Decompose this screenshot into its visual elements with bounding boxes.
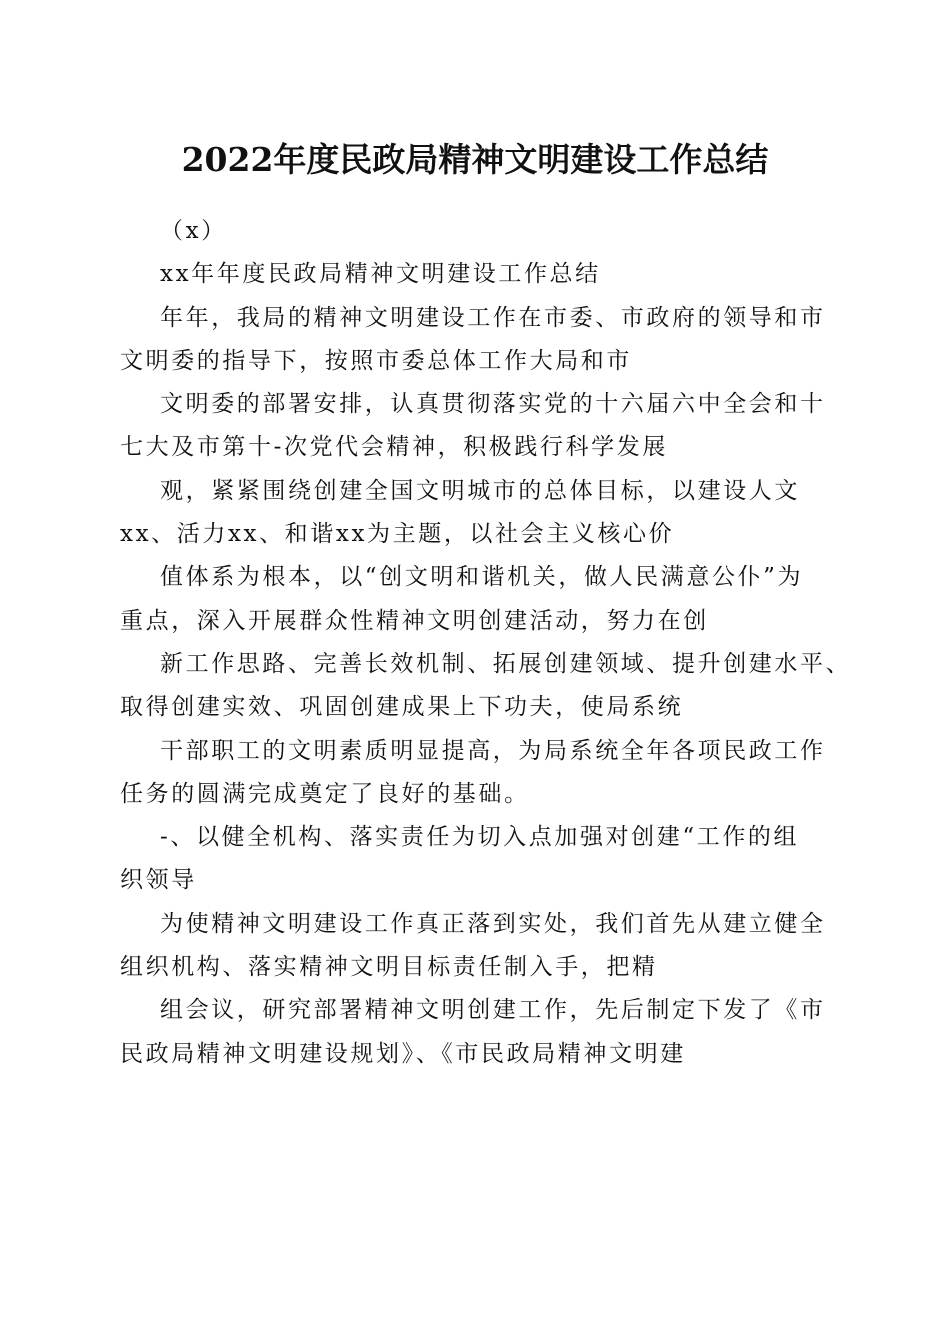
paragraph-line: 取得创建实效、巩固创建成果上下功夫，使局系统 (120, 694, 684, 721)
paragraph-line: 值体系为根本，以“创文明和谐机关，做人民满意公仆”为 (160, 564, 804, 591)
section-heading-line: 织领导 (120, 867, 197, 894)
paragraph-line: 干部职工的文明素质明显提高，为局系统全年各项民政工作 (160, 737, 826, 764)
paragraph-line: 文明委的指导下，按照市委总体工作大局和市 (120, 347, 632, 374)
paragraph-line: 组织机构、落实精神文明目标责任制入手，把精 (120, 954, 658, 981)
document-title: 2022年度民政局精神文明建设工作总结 (181, 140, 769, 179)
paragraph-line: xx、活力xx、和谐xx为主题，以社会主义核心价 (120, 521, 675, 548)
paragraph-line: （x） (160, 218, 227, 244)
paragraph-line: 年年，我局的精神文明建设工作在市委、市政府的领导和市 (160, 304, 826, 331)
paragraph-line: 民政局精神文明建设规划》、《市民政局精神文明建 (120, 1040, 686, 1067)
paragraph-line: 重点，深入开展群众性精神文明创建活动，努力在创 (120, 607, 709, 634)
section-heading-line: -、以健全机构、落实责任为切入点加强对创建“工作的组 (160, 824, 800, 851)
paragraph-line: 七大及市第十-次党代会精神，积极践行科学发展 (120, 434, 668, 461)
paragraph-line: 新工作思路、完善长效机制、拓展创建领域、提升创建水平、 (160, 650, 852, 677)
paragraph-line: 观，紧紧围绕创建全国文明城市的总体目标，以建设人文 (160, 477, 800, 504)
paragraph-line: 组会议，研究部署精神文明创建工作，先后制定下发了《市 (160, 997, 826, 1024)
paragraph-line: 为使精神文明建设工作真正落到实处，我们首先从建立健全 (160, 910, 826, 937)
document-body (120, 210, 852, 1076)
paragraph-line: 文明委的部署安排，认真贯彻落实党的十六届六中全会和十 (160, 391, 826, 418)
paragraph-line: xx年年度民政局精神文明建设工作总结 (160, 261, 601, 288)
paragraph-line: 任务的圆满完成奠定了良好的基础。 (120, 780, 530, 807)
